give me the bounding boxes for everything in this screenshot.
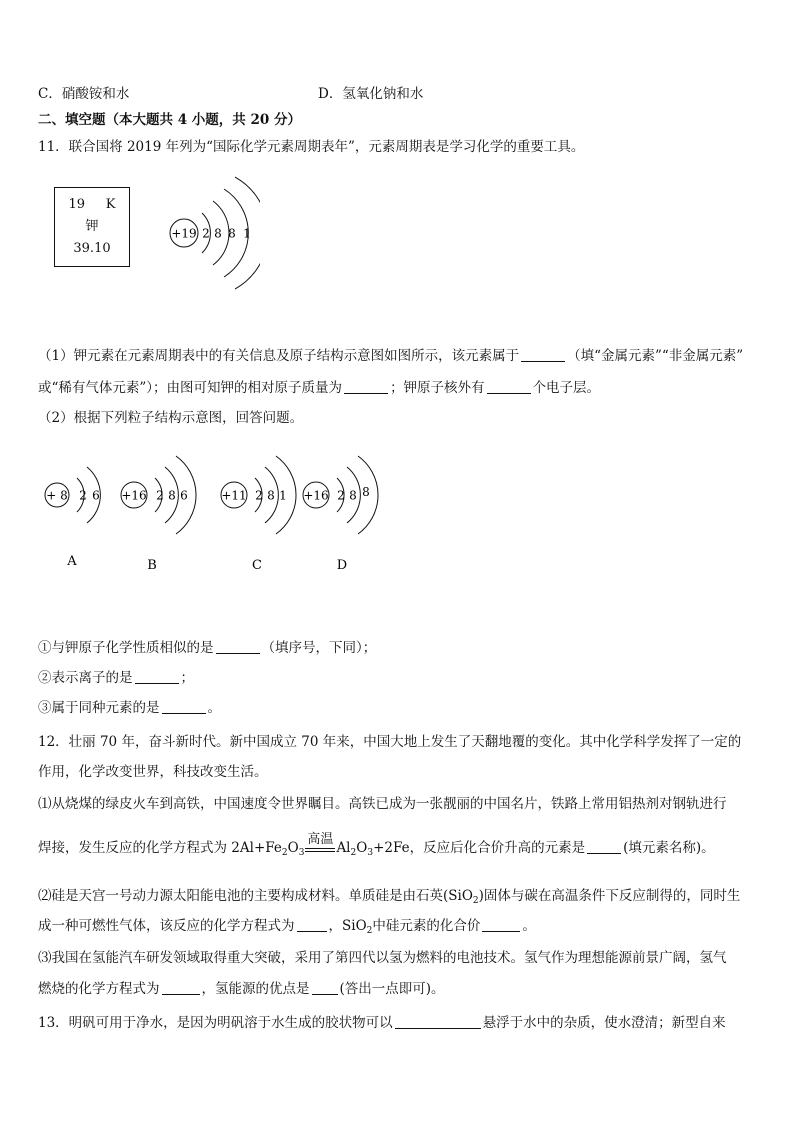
text: 成一种可燃性气体，该反应的化学方程式为 xyxy=(38,918,295,934)
text: ； xyxy=(180,670,194,686)
section-title: 二、填空题（本大题共 4 小题，共 20 分） xyxy=(38,112,301,128)
particle-label: D xyxy=(336,558,348,573)
text: +2Fe，反应后化合价升高的元素是 xyxy=(373,840,586,856)
particle-c xyxy=(221,456,296,573)
answer-blank[interactable] xyxy=(162,700,206,714)
text: （1）钾元素在元素周期表中的有关信息及原子结构示意图如图所示，该元素属于 xyxy=(38,348,520,364)
shell-electrons: 8 xyxy=(228,226,236,241)
text: ；钾原子核外有 xyxy=(390,380,485,396)
q11-part1-line1 xyxy=(38,344,743,364)
potassium-atom-diagram xyxy=(165,170,260,290)
text: ①与钾原子化学性质相似的是 xyxy=(38,640,214,656)
text: )固体与碳在高温条件下反应制得的，同时生 xyxy=(478,888,741,904)
text: ，氢能源的优点是 xyxy=(201,981,310,997)
answer-blank[interactable] xyxy=(135,670,179,684)
q11-sub1 xyxy=(38,636,376,656)
q12-p2-line2 xyxy=(38,914,536,936)
particle-a xyxy=(45,467,100,569)
nucleus-charge: +16 xyxy=(303,488,329,503)
text: ②表示离子的是 xyxy=(38,670,133,686)
atomic-mass: 39.10 xyxy=(73,241,111,256)
shell-electrons: 2 xyxy=(202,226,210,241)
answer-blank[interactable] xyxy=(162,981,200,995)
text: 。 xyxy=(207,700,221,716)
text: （填“金属元素”“非金属元素” xyxy=(567,348,744,364)
particle-label: A xyxy=(67,554,77,569)
subscript: 2 xyxy=(281,848,288,858)
particle-diagrams xyxy=(42,452,382,577)
element-name: 钾 xyxy=(85,219,99,234)
shell-electrons: 6 xyxy=(180,488,188,503)
option-d: D．氢氧化钠和水 xyxy=(318,86,424,102)
answer-blank[interactable] xyxy=(395,1015,481,1029)
text: (答出一点即可)。 xyxy=(339,981,445,997)
reaction-condition xyxy=(305,832,335,858)
text: 13．明矾可用于净水，是因为明矾溶于水生成的胶状物可以 xyxy=(38,1015,393,1031)
periodic-table-cell xyxy=(54,187,130,267)
nucleus-charge: +16 xyxy=(121,488,147,503)
shell-electrons: 8 xyxy=(362,485,370,499)
text: 燃烧的化学方程式为 xyxy=(38,981,160,997)
text: (填元素名称)。 xyxy=(623,840,715,856)
particle-b xyxy=(121,456,196,573)
q12-p1-line2 xyxy=(38,832,715,858)
text: O xyxy=(356,840,368,856)
shell-electrons: 8 xyxy=(349,488,357,503)
q11-part1-line2 xyxy=(38,376,600,396)
answer-blank[interactable] xyxy=(587,840,621,854)
shell-electrons: 2 xyxy=(156,488,164,503)
text: 悬浮于水中的杂质，使水澄清；新型自来 xyxy=(482,1015,726,1031)
subscript: 2 xyxy=(366,926,373,936)
text: （填序号，下同）； xyxy=(261,640,377,656)
text: 焊接，发生反应的化学方程式为 2Al+Fe xyxy=(38,840,282,856)
subscript: 3 xyxy=(298,848,305,858)
shell-electrons: 8 xyxy=(267,488,275,503)
option-c: C．硝酸铵和水 xyxy=(38,86,130,102)
q11-sub3 xyxy=(38,696,221,716)
q11-part2: （2）根据下列粒子结构示意图，回答问题。 xyxy=(38,410,304,426)
nucleus-charge: +19 xyxy=(171,226,197,241)
element-symbol: K xyxy=(105,197,116,212)
answer-blank[interactable] xyxy=(216,640,260,654)
particle-label: B xyxy=(147,558,157,573)
answer-blank[interactable] xyxy=(521,348,565,362)
text: ⑵硅是天宫一号动力源太阳能电池的主要构成材料。单质硅是由石英(SiO xyxy=(38,888,473,904)
nucleus-charge: + 8 xyxy=(46,488,68,503)
answer-blank[interactable] xyxy=(344,380,388,394)
particle-d xyxy=(303,456,378,573)
condition-label: 高温 xyxy=(307,832,334,847)
answer-blank[interactable] xyxy=(482,918,520,932)
text: 个电子层。 xyxy=(532,380,601,396)
text: ，SiO xyxy=(328,918,367,934)
nucleus-charge: +11 xyxy=(221,488,247,503)
answer-blank[interactable] xyxy=(312,981,338,995)
text: Al xyxy=(336,840,351,856)
atomic-number: 19 xyxy=(68,197,86,212)
text: 。 xyxy=(522,918,536,934)
subscript: 2 xyxy=(472,896,479,906)
shell-electrons: 2 xyxy=(255,488,263,503)
q12-p3-line2 xyxy=(38,977,445,997)
q12-line1: 12．壮丽 70 年，奋斗新时代。新中国成立 70 年来，中国大地上发生了天翻地覆的变化。其中化学科学发挥了一定的 xyxy=(38,734,742,750)
shell-electrons: 6 xyxy=(92,488,100,503)
shell-electrons: 8 xyxy=(214,226,222,241)
text: ③属于同种元素的是 xyxy=(38,700,160,716)
shell-electrons: 1 xyxy=(279,488,287,503)
shell-electrons: 2 xyxy=(79,488,87,503)
text: O xyxy=(287,840,299,856)
q13-line1 xyxy=(38,1011,726,1031)
q12-line2: 作用，化学改变世界，科技改变生活。 xyxy=(38,764,268,780)
q11-sub2 xyxy=(38,666,194,686)
subscript: 2 xyxy=(350,848,357,858)
subscript: 3 xyxy=(367,848,374,858)
q12-p3-line1: ⑶我国在氢能汽车研发领域取得重大突破，采用了第四代以氢为燃料的电池技术。氢气作为理想能源前景广阔，氢气 xyxy=(38,950,727,966)
double-line xyxy=(305,848,335,852)
text: 中硅元素的化合价 xyxy=(372,918,481,934)
shell-electrons: 8 xyxy=(168,488,176,503)
shell-electrons: 1 xyxy=(243,226,251,241)
particle-label: C xyxy=(252,558,262,573)
q11-stem: 11．联合国将 2019 年列为“国际化学元素周期表年”，元素周期表是学习化学的重要工具。 xyxy=(38,139,585,155)
answer-blank[interactable] xyxy=(487,380,531,394)
text: 或“稀有气体元素”）；由图可知钾的相对原子质量为 xyxy=(38,380,343,396)
q12-p2-line1 xyxy=(38,884,740,906)
shell-electrons: 2 xyxy=(337,488,345,503)
answer-blank[interactable] xyxy=(297,918,327,932)
q12-p1-line1: ⑴从烧煤的绿皮火车到高铁，中国速度令世界瞩目。高铁已成为一张靓丽的中国名片，铁路上常用铝热剂对钢轨进行 xyxy=(38,796,727,812)
